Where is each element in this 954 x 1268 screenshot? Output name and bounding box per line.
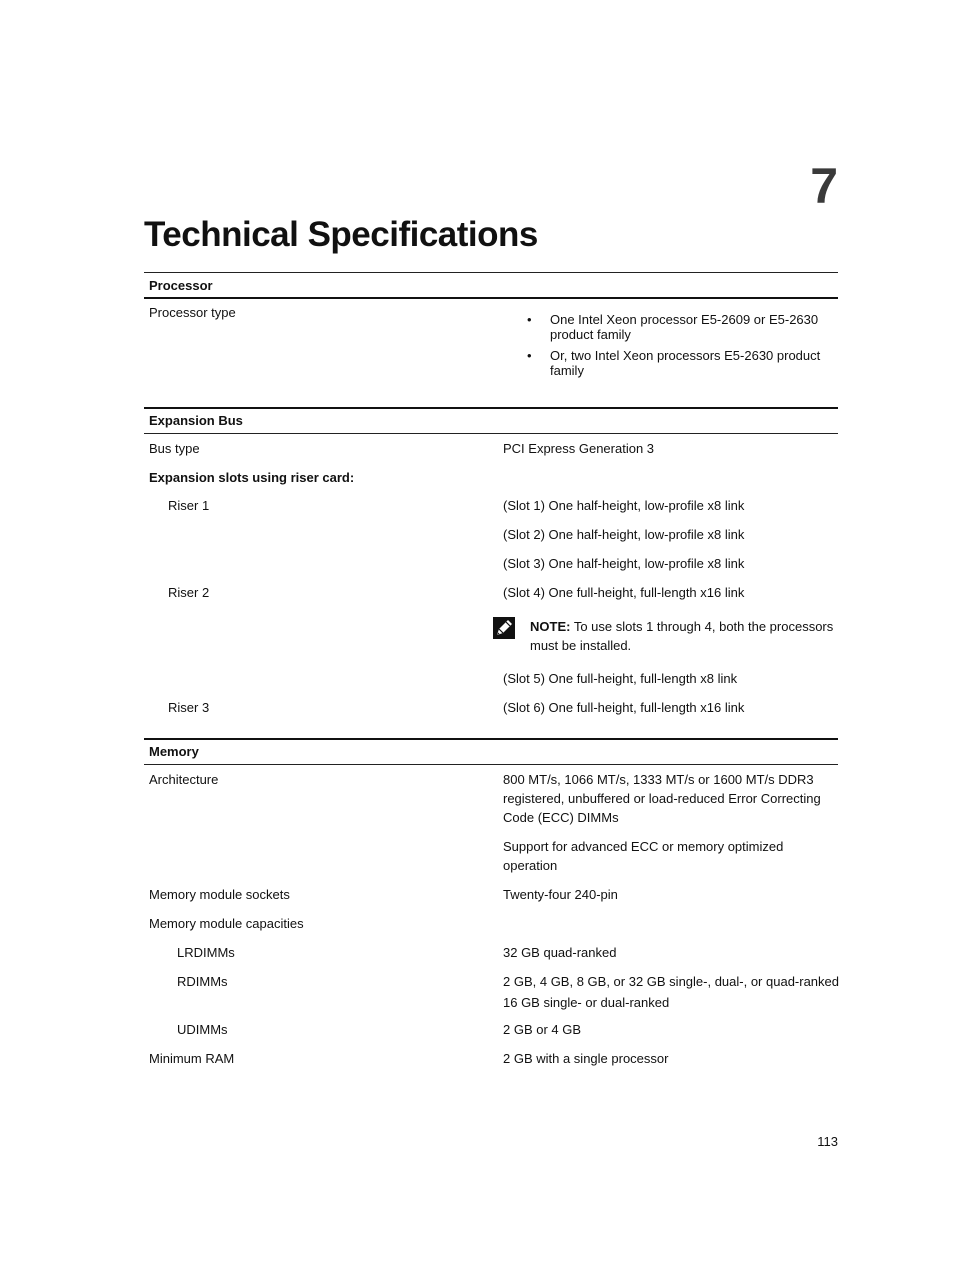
rdimms-label: RDIMMs	[177, 974, 228, 989]
slot-5-value: (Slot 5) One full-height, full-length x8 link	[503, 671, 738, 686]
section-top-rule	[144, 407, 838, 409]
lrdimms-value: 32 GB quad-ranked	[503, 945, 617, 960]
processor-type-value-1: One Intel Xeon processor E5-2609 or E5-2630 product family	[550, 312, 819, 342]
section-top-rule	[144, 272, 838, 273]
expansion-bus-heading: Expansion Bus	[149, 413, 243, 428]
bullet-icon: •	[527, 348, 532, 363]
architecture-label: Architecture	[149, 772, 219, 787]
processor-heading: Processor	[149, 278, 213, 293]
section-header-rule	[144, 764, 838, 765]
pencil-note-icon	[493, 617, 515, 639]
udimms-value: 2 GB or 4 GB	[503, 1022, 582, 1037]
processor-type-value-2: Or, two Intel Xeon processors E5-2630 product family	[550, 348, 821, 378]
expansion-slots-heading: Expansion slots using riser card:	[149, 470, 355, 485]
min-ram-value: 2 GB with a single processor	[503, 1051, 669, 1066]
chapter-number: 7	[810, 158, 838, 214]
slot-1-value: (Slot 1) One half-height, low-profile x8 link	[503, 498, 745, 513]
slot-4-value: (Slot 4) One full-height, full-length x16 link	[503, 585, 745, 600]
sockets-value: Twenty-four 240-pin	[503, 887, 618, 902]
section-header-rule	[144, 433, 838, 434]
note-block	[530, 617, 835, 655]
bus-type-value: PCI Express Generation 3	[503, 441, 655, 456]
note-label: NOTE:	[530, 619, 571, 634]
rdimms-value: 2 GB, 4 GB, 8 GB, or 32 GB single-, dual-, or quad-ranked	[503, 974, 840, 989]
riser-1-label: Riser 1	[168, 498, 210, 513]
section-top-rule	[144, 738, 838, 740]
slot-2-value: (Slot 2) One half-height, low-profile x8 link	[503, 527, 745, 542]
riser-2-label: Riser 2	[168, 585, 210, 600]
rdimms-value-2: 16 GB single- or dual-ranked	[503, 995, 670, 1010]
processor-type-label: Processor type	[149, 305, 236, 320]
page-title: Technical Specifications	[144, 215, 538, 254]
lrdimms-label: LRDIMMs	[177, 945, 235, 960]
slot-6-value: (Slot 6) One full-height, full-length x16 link	[503, 700, 745, 715]
min-ram-label: Minimum RAM	[149, 1051, 235, 1066]
udimms-label: UDIMMs	[177, 1022, 228, 1037]
sockets-label: Memory module sockets	[149, 887, 290, 902]
note-text: To use slots 1 through 4, both the processors must be installed.	[530, 619, 834, 653]
bus-type-label: Bus type	[149, 441, 200, 456]
architecture-value-2: Support for advanced ECC or memory optimized operation	[503, 839, 784, 873]
riser-3-label: Riser 3	[168, 700, 210, 715]
bullet-icon: •	[527, 312, 532, 327]
architecture-value: 800 MT/s, 1066 MT/s, 1333 MT/s or 1600 MT/s DDR3 registered, unbuffered or load-reduced Error Correcting Code (ECC) DIMMs	[503, 772, 821, 825]
page-number: 113	[817, 1134, 838, 1149]
memory-heading: Memory	[149, 744, 199, 759]
slot-3-value: (Slot 3) One half-height, low-profile x8 link	[503, 556, 745, 571]
capacities-label: Memory module capacities	[149, 916, 304, 931]
section-header-rule	[144, 297, 838, 299]
